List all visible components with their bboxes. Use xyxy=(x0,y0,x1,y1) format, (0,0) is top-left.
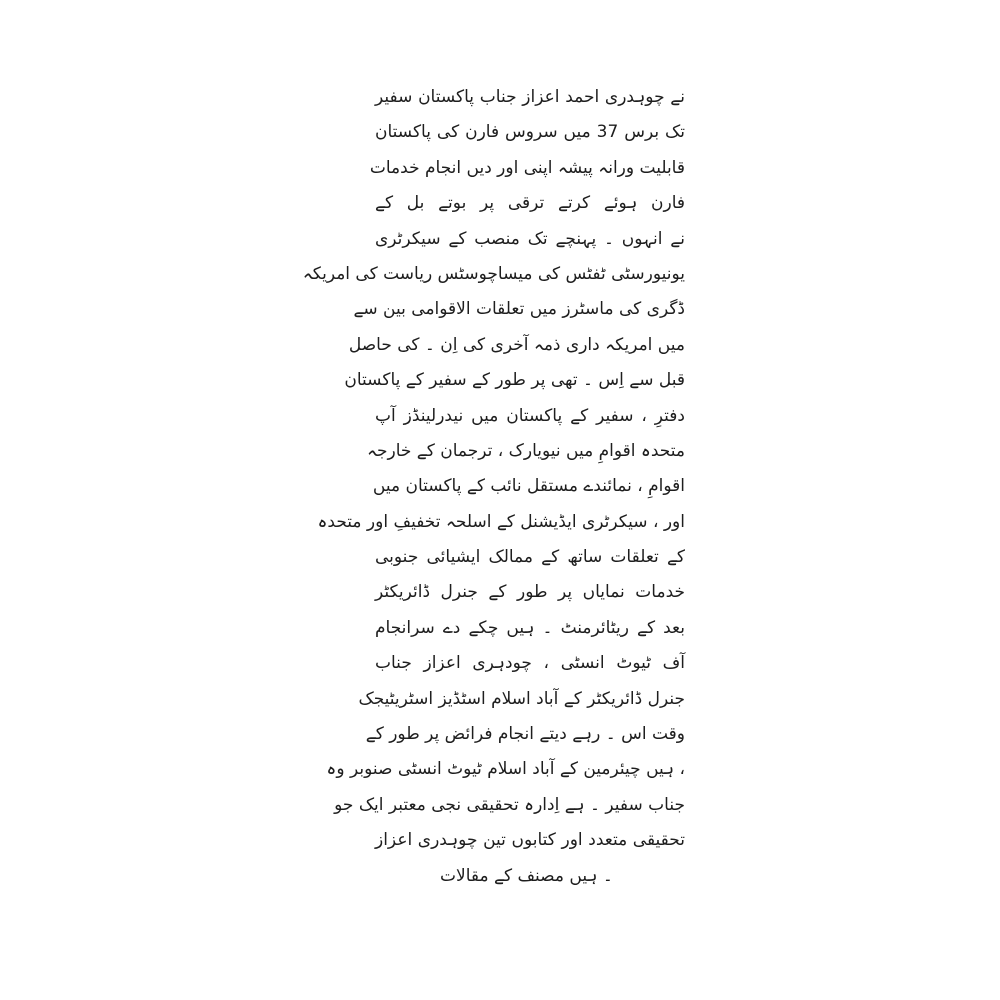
text-line: بعد کے ریٹائرمنٹ ۔ ہیں چکے دے سرانجام xyxy=(375,617,685,638)
text-line: یونیورسٹی ٹفٹس کی میساچوسٹس ریاست کی امریکہ xyxy=(302,263,685,284)
text-line: قبل سے اِس ۔ تھی پر طور کے سفیر کے پاکستان xyxy=(344,370,685,391)
text-line: خدمات نمایاں پر طور کے جنرل ڈائریکٹر xyxy=(375,582,685,603)
text-line: اور ، سیکرٹری ایڈیشنل کے اسلحہ تخفیفِ اور متحدہ xyxy=(317,511,685,532)
text-line: جنرل ڈائریکٹر کے آباد اسلام اسٹڈیز اسٹریٹیجک xyxy=(358,688,685,709)
text-line: دفترِ ، سفیر کے پاکستان میں نیدرلینڈز آپ xyxy=(375,405,685,426)
text-line: جناب سفیر ۔ ہے اِدارہ تحقیقی نجی معتبر ایک جو xyxy=(334,794,685,815)
text-line: کے تعلقات ساتھ کے ممالک ایشیائی جنوبی xyxy=(375,547,685,568)
text-line: نے چوہدری احمد اعزاز جناب پاکستان سفیر xyxy=(375,87,685,107)
text-line: نے انہوں ۔ پہنچے تک منصب کے سیکرٹری xyxy=(375,228,685,249)
text-line: آف ٹیوٹ انسٹی ، چودہری اعزاز جناب xyxy=(375,653,685,674)
text-line: اقوامِ ، نمائندے مستقل نائب کے پاکستان میں xyxy=(372,476,685,497)
text-line: فارن ہوئے کرتے ترقی پر بوتے بل کے xyxy=(375,193,685,214)
text-line: وقت اس ۔ رہے دیتے انجام فرائض پر طور کے xyxy=(365,724,685,745)
text-line: تک برس 37 میں سروس فارن کی پاکستان xyxy=(375,122,685,143)
text-line: ۔ ہیں مصنف کے مقالات xyxy=(440,865,613,886)
text-line: متحدہ اقوامِ میں نیویارک ، ترجمان کے خارجہ xyxy=(367,440,685,461)
text-line: قابلیت ورانہ پیشہ اپنی اور دیں انجام خدمات xyxy=(369,157,685,178)
text-line: میں امریکہ داری ذمہ آخری کی اِن ۔ کی حاصل xyxy=(348,334,685,355)
text-line: تحقیقی متعدد اور کتابوں تین چوہدری اعزاز xyxy=(375,830,685,851)
article-text-block xyxy=(302,80,685,894)
text-line: ، ہیں چیئرمین کے آباد اسلام ٹیوٹ انسٹی صنوبر وہ xyxy=(326,759,685,780)
text-line: ڈگری کی ماسٹرز میں تعلقات الاقوامی بین سے xyxy=(353,299,685,320)
